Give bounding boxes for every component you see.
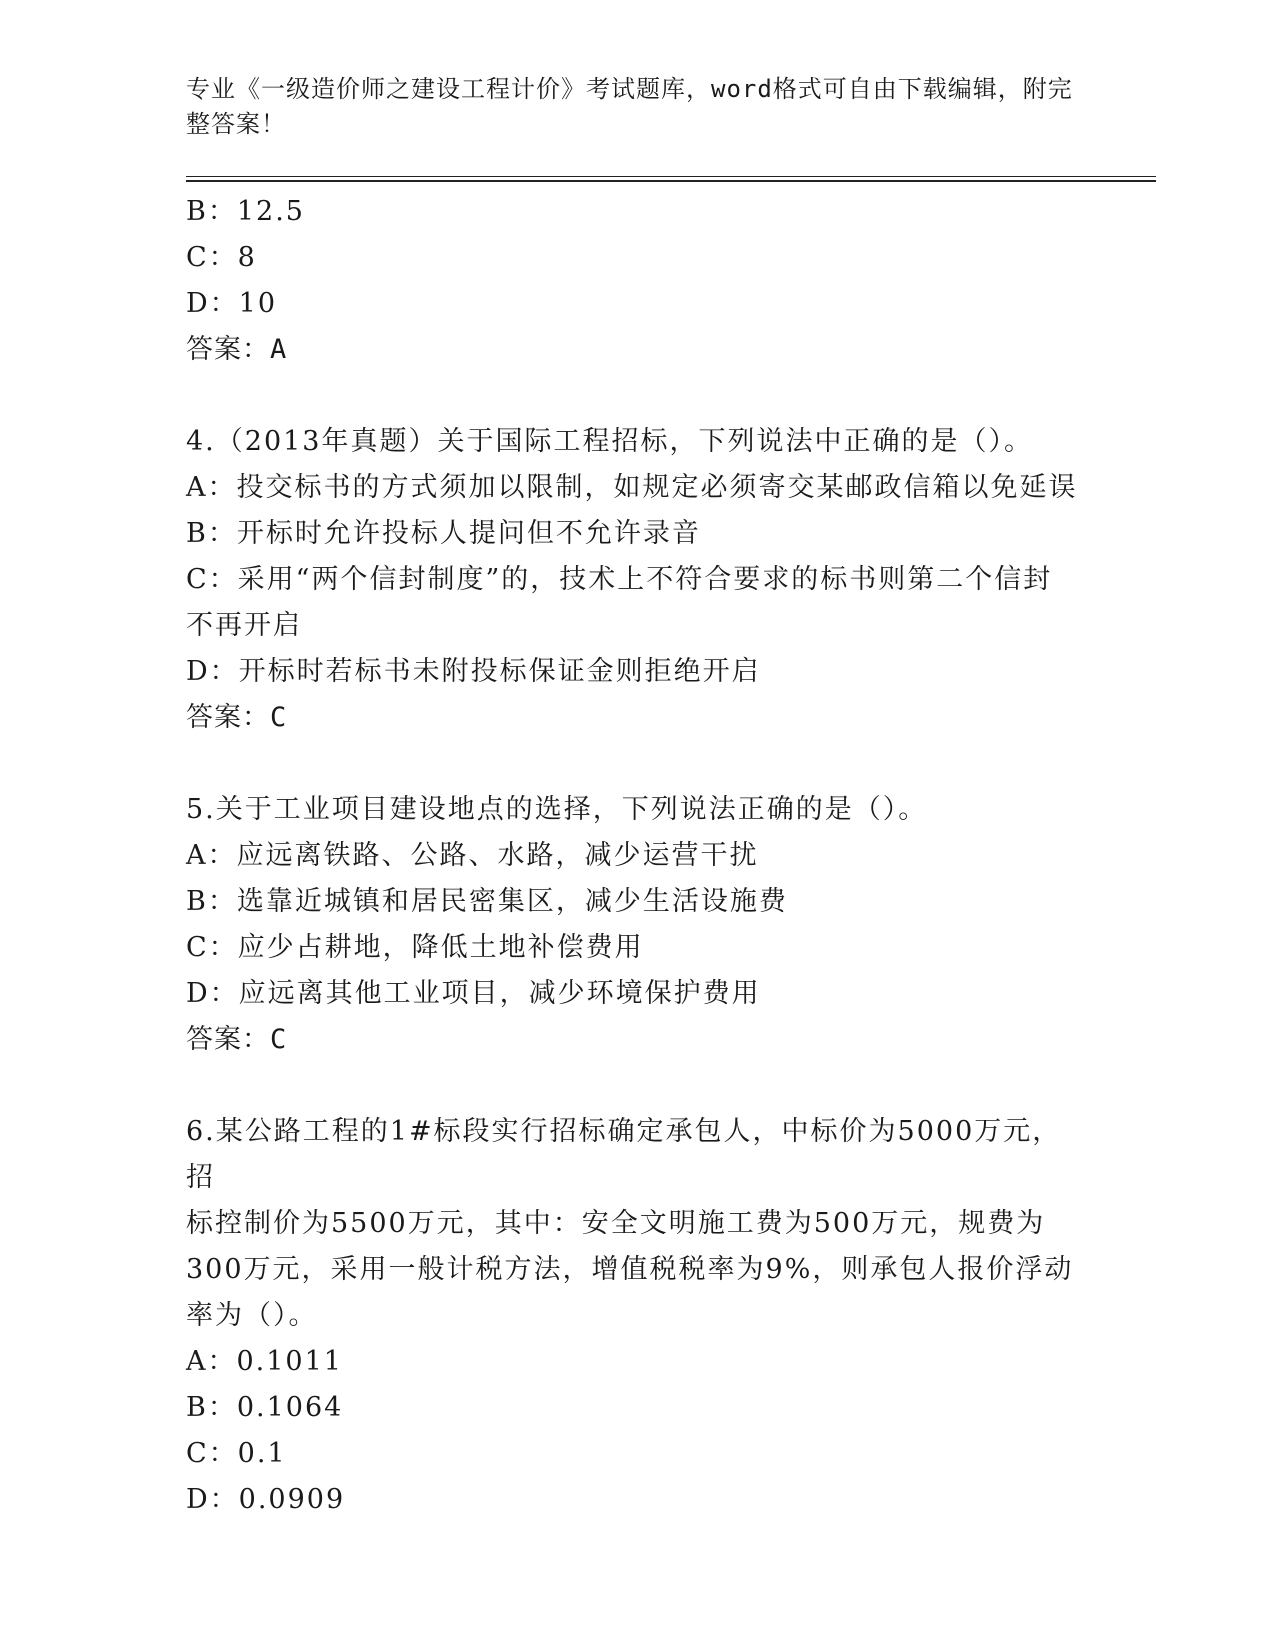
- question-6: [186, 1109, 1086, 1523]
- question-stem: 4.（2013年真题）关于国际工程招标，下列说法中正确的是（）。: [186, 426, 1033, 457]
- option-c: C：0.1: [186, 1438, 287, 1469]
- answer-label: 答案：C: [186, 1024, 288, 1055]
- question-3-tail: [186, 189, 1086, 373]
- question-stem: 5.关于工业项目建设地点的选择，下列说法正确的是（）。: [186, 794, 928, 825]
- option-b: B：0.1064: [186, 1392, 344, 1423]
- option-d: D：开标时若标书未附投标保证金则拒绝开启: [186, 656, 761, 687]
- option-b: B：选靠近城镇和居民密集区，减少生活设施费: [186, 886, 788, 917]
- option-c: C：采用“两个信封制度”的，技术上不符合要求的标书则第二个信封: [186, 564, 1053, 595]
- question-stem-line: 标控制价为5500万元，其中：安全文明施工费为500万元，规费为: [186, 1208, 1046, 1239]
- option-b: B：开标时允许投标人提问但不允许录音: [186, 518, 701, 549]
- option-d: D：应远离其他工业项目，减少环境保护费用: [186, 978, 761, 1009]
- question-4: [186, 419, 1086, 741]
- option-d: D：10: [186, 288, 278, 319]
- question-5: [186, 787, 1086, 1063]
- option-c: C：应少占耕地，降低土地补偿费用: [186, 932, 644, 963]
- header-divider-thin: [186, 176, 1156, 177]
- question-stem-line: 率为（）。: [186, 1300, 318, 1331]
- question-stem-line: 6.某公路工程的1#标段实行招标确定承包人，中标价为5000万元，招: [186, 1116, 1062, 1193]
- option-c-continued: 不再开启: [186, 610, 302, 641]
- header-line-1: 专业《一级造价师之建设工程计价》考试题库，word格式可自由下载编辑，附完: [186, 75, 1073, 103]
- document-header: [186, 72, 1086, 142]
- header-line-2: 整答案！: [186, 110, 286, 138]
- spacer: [186, 1063, 1086, 1109]
- option-a: A：应远离铁路、公路、水路，减少运营干扰: [186, 840, 759, 871]
- question-content: [186, 189, 1086, 1523]
- option-c: C：8: [186, 242, 257, 273]
- option-d: D：0.0909: [186, 1484, 346, 1515]
- option-b: B：12.5: [186, 196, 305, 227]
- answer-label: 答案：C: [186, 702, 288, 733]
- answer-label: 答案：A: [186, 334, 288, 365]
- spacer: [186, 741, 1086, 787]
- header-divider-thick: [186, 180, 1156, 182]
- spacer: [186, 373, 1086, 419]
- question-stem-line: 300万元，采用一般计税方法，增值税税率为9%，则承包人报价浮动: [186, 1254, 1074, 1285]
- option-a: A：0.1011: [186, 1346, 343, 1377]
- option-a: A：投交标书的方式须加以限制，如规定必须寄交某邮政信箱以免延误: [186, 472, 1078, 503]
